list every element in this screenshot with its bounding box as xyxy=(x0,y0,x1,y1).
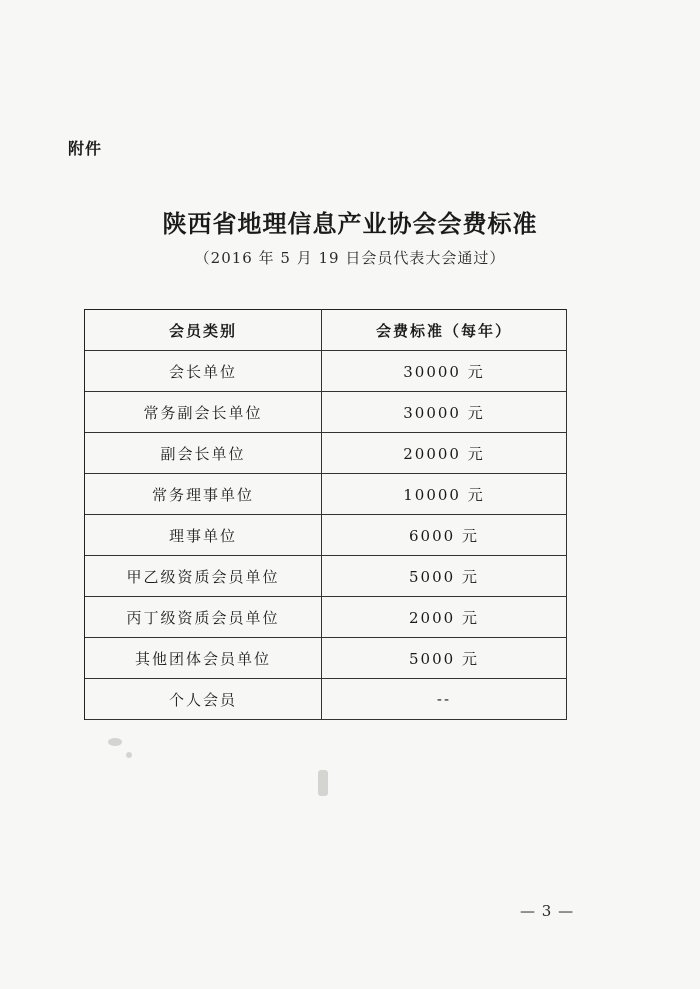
fee-standard-table xyxy=(84,309,567,720)
member-category-cell: 其他团体会员单位 xyxy=(85,638,322,679)
document-title: 陕西省地理信息产业协会会费标准 xyxy=(162,210,538,238)
fee-cell: 30000 元 xyxy=(322,351,567,392)
member-category-cell: 常务副会长单位 xyxy=(85,392,322,433)
table-row xyxy=(85,433,567,474)
fee-cell: 5000 元 xyxy=(322,556,567,597)
attachment-label: 附件 xyxy=(68,139,103,158)
table-header-row xyxy=(85,310,567,351)
table-row xyxy=(85,392,567,433)
table-row xyxy=(85,474,567,515)
page-number: — 3 — xyxy=(520,902,575,920)
document-subtitle: （2016 年 5 月 19 日会员代表大会通过） xyxy=(194,249,506,267)
member-category-cell: 会长单位 xyxy=(85,351,322,392)
fee-cell: 10000 元 xyxy=(322,474,567,515)
member-category-cell: 丙丁级资质会员单位 xyxy=(85,597,322,638)
member-category-cell: 理事单位 xyxy=(85,515,322,556)
fee-cell: -- xyxy=(322,679,567,720)
member-category-cell: 甲乙级资质会员单位 xyxy=(85,556,322,597)
fee-cell: 20000 元 xyxy=(322,433,567,474)
header-member-category: 会员类别 xyxy=(85,310,322,351)
table-row xyxy=(85,556,567,597)
member-category-cell: 个人会员 xyxy=(85,679,322,720)
table-row xyxy=(85,679,567,720)
header-fee-standard: 会费标准（每年） xyxy=(322,310,567,351)
fee-cell: 5000 元 xyxy=(322,638,567,679)
table-row xyxy=(85,638,567,679)
fee-cell: 2000 元 xyxy=(322,597,567,638)
fee-cell: 6000 元 xyxy=(322,515,567,556)
table-row xyxy=(85,351,567,392)
fee-cell: 30000 元 xyxy=(322,392,567,433)
table-row xyxy=(85,597,567,638)
member-category-cell: 副会长单位 xyxy=(85,433,322,474)
scan-artifact xyxy=(108,738,122,746)
member-category-cell: 常务理事单位 xyxy=(85,474,322,515)
scan-artifact xyxy=(126,752,132,758)
scan-artifact xyxy=(318,770,328,796)
table-row xyxy=(85,515,567,556)
